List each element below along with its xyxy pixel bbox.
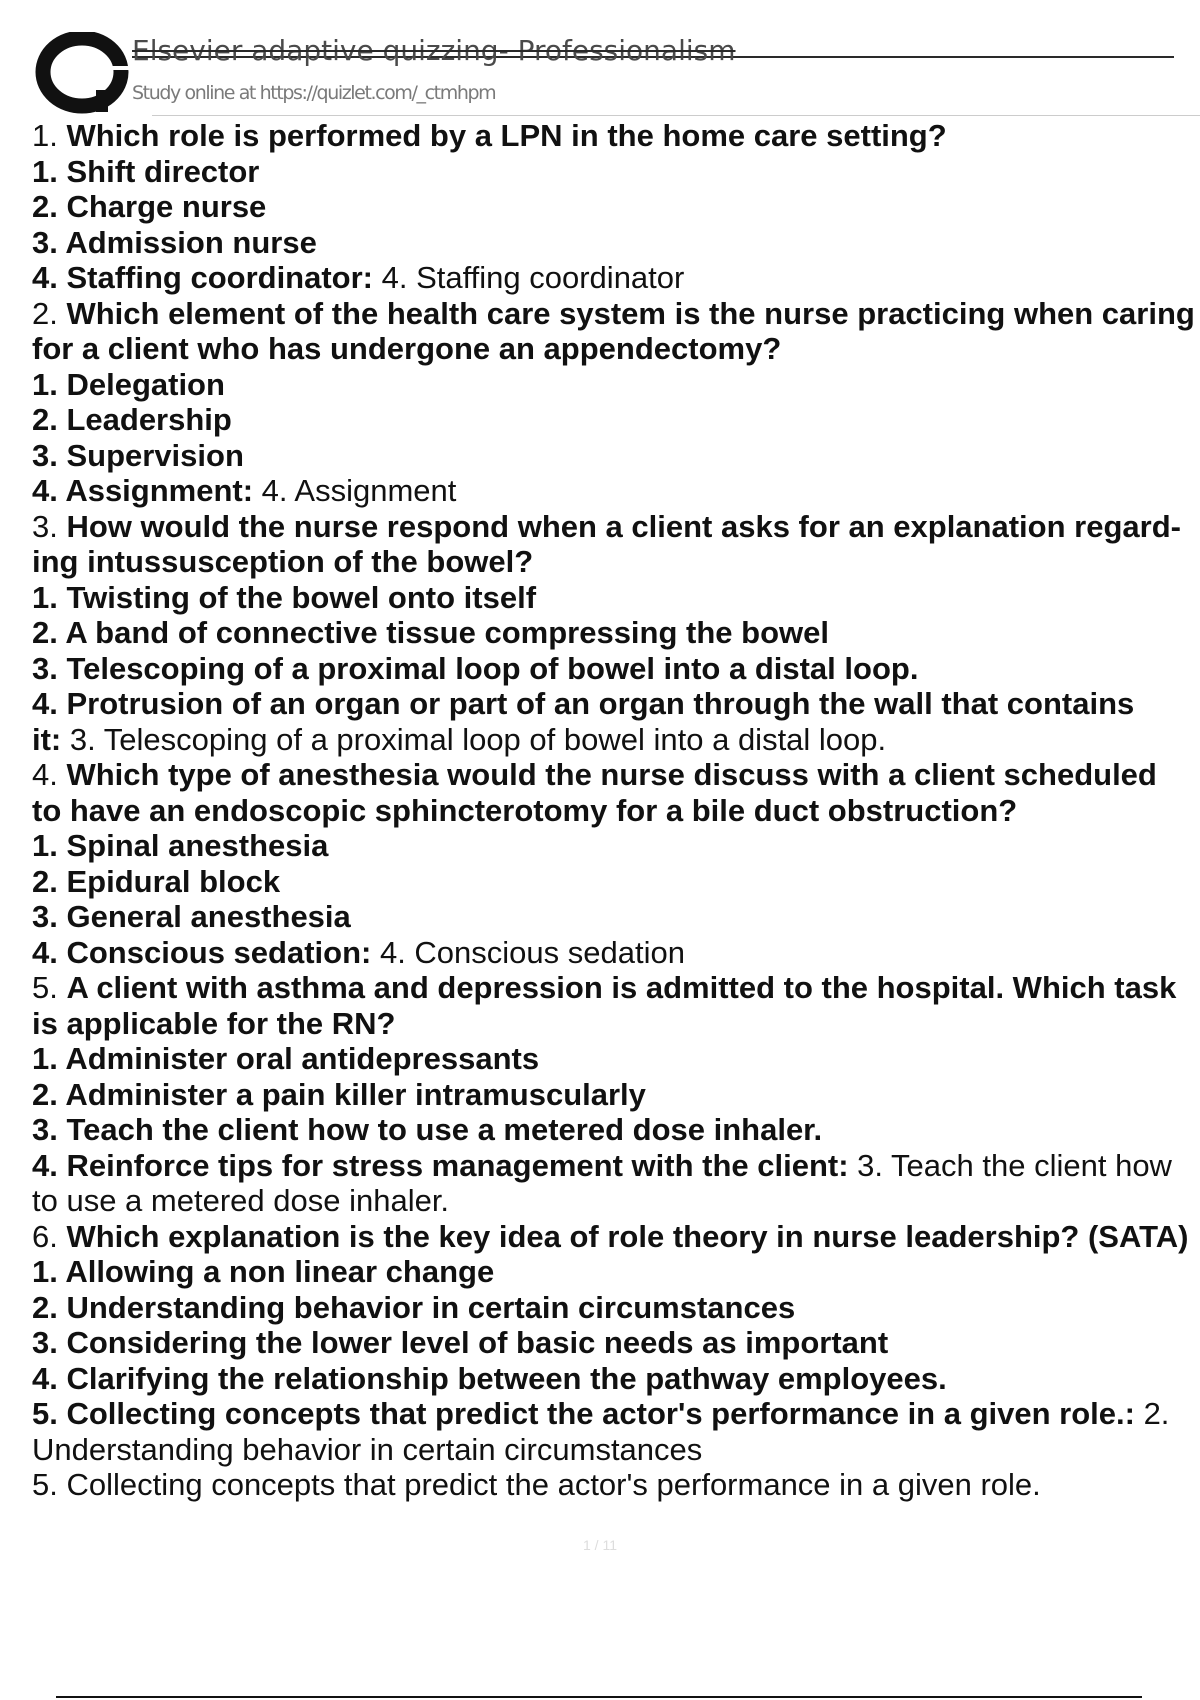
text-line [32,722,1200,758]
regular-text: 5. Collecting concepts that predict the actor's performance in a given role. [32,1467,1041,1502]
bold-text: 1. Delegation [32,366,225,402]
text-line [32,864,1200,900]
text-line [32,615,1200,651]
bold-text: 2. Understanding behavior in certain circumstances [32,1289,796,1325]
bold-text: 1. Twisting of the bowel onto itself [32,579,537,615]
regular-text: 1. [32,118,67,153]
bold-text: 4. Reinforce tips for stress management with the client: [32,1147,849,1183]
bold-text: for a client who has undergone an appendectomy? [32,331,782,366]
text-line [32,828,1200,864]
text-line [32,757,1200,793]
header-divider [152,115,1200,116]
text-line [32,154,1200,190]
text-line [32,1112,1200,1148]
bold-text: 4. Staffing coordinator: [32,260,373,295]
text-line [32,1254,1200,1290]
regular-text: to use a metered dose inhaler. [32,1183,450,1218]
text-line [32,793,1200,829]
bold-text: Which element of the health care system is the nurse practicing when caring [66,295,1195,331]
regular-text: 5. [32,970,67,1005]
bold-text: Which type of anesthesia would the nurse discuss with a client scheduled [66,757,1157,792]
bold-text: How would the nurse respond when a client asks for an explanation regard- [66,508,1181,544]
regular-text: Understanding behavior in certain circumstances [32,1431,703,1467]
bold-text: Which explanation is the key idea of role theory in nurse leadership? (SATA) [66,1218,1189,1254]
bold-text: 2. Charge nurse [32,189,267,224]
bold-text: 4. Protrusion of an organ or part of an organ through the wall that contains [32,686,1135,721]
quiz-content [32,118,1200,1503]
bold-text: 4. Conscious sedation: [32,934,372,970]
text-line [32,438,1200,474]
regular-text: 3. [32,508,67,544]
regular-text: 4. Conscious sedation [371,934,685,970]
text-line [32,1148,1200,1184]
bold-text: ing intussusception of the bowel? [32,544,534,579]
regular-text: 4. Staffing coordinator [373,260,685,295]
bold-text: 2. A band of connective tissue compressing the bowel [32,615,829,650]
regular-text: 3. Telescoping of a proximal loop of bowel into a distal loop. [61,721,887,757]
text-line [32,296,1200,332]
bold-text: to have an endoscopic sphincterotomy for a bile duct obstruction? [32,792,1018,828]
bold-text: 4. Assignment: [32,473,254,508]
text-line [32,1290,1200,1326]
regular-text: 3. Teach the client how [848,1147,1172,1183]
text-line [32,473,1200,509]
text-line [32,1325,1200,1361]
text-line [32,1432,1200,1468]
text-line [32,402,1200,438]
bold-text: 3. Supervision [32,437,244,473]
text-line [32,118,1200,154]
quizlet-logo-icon [32,32,142,114]
text-line [32,1183,1200,1219]
text-line [32,544,1200,580]
document-title: Elsevier adaptive quizzing- Professionalism [132,34,736,67]
bold-text: Which role is performed by a LPN in the home care setting? [66,118,947,153]
bold-text: 3. Telescoping of a proximal loop of bowel into a distal loop. [32,650,919,686]
text-line [32,1396,1200,1432]
bold-text: it: [32,721,62,757]
bold-text: 3. General anesthesia [32,899,351,934]
text-line [32,260,1200,296]
bold-text: A client with asthma and depression is admitted to the hospital. Which task [66,970,1177,1005]
text-line [32,580,1200,616]
bold-text: 2. Leadership [32,402,232,437]
regular-text: 2. [32,295,67,331]
regular-text: 6. [32,1218,67,1254]
bold-text: 1. Administer oral antidepressants [32,1041,540,1076]
regular-text: 4. Assignment [253,473,457,508]
text-line [32,970,1200,1006]
regular-text: 2. [1134,1396,1170,1431]
text-line [32,509,1200,545]
text-line [32,225,1200,261]
text-line [32,331,1200,367]
bold-text: is applicable for the RN? [32,1005,396,1041]
page-number: 1 / 11 [583,1537,617,1553]
text-line [32,899,1200,935]
bold-text: 3. Teach the client how to use a metered dose inhaler. [32,1112,823,1147]
bold-text: 3. Considering the lower level of basic needs as important [32,1325,889,1360]
text-line [32,1041,1200,1077]
text-line [32,367,1200,403]
text-line [32,1077,1200,1113]
bold-text: 2. Epidural block [32,863,281,899]
text-line [32,1467,1200,1503]
text-line [32,651,1200,687]
text-line [32,1361,1200,1397]
text-line [32,189,1200,225]
footer-divider [56,1696,1142,1698]
bold-text: 5. Collecting concepts that predict the actor's performance in a given role.: [32,1396,1135,1431]
regular-text: 4. [32,757,67,792]
text-line [32,1006,1200,1042]
bold-text: 1. Shift director [32,153,260,189]
bold-text: 3. Admission nurse [32,224,317,260]
text-line [32,935,1200,971]
text-line [32,686,1200,722]
bold-text: 1. Allowing a non linear change [32,1254,495,1289]
bold-text: 1. Spinal anesthesia [32,828,329,863]
bold-text: 4. Clarifying the relationship between the pathway employees. [32,1360,947,1396]
document-subtitle: Study online at https://quizlet.com/_ctmhpm [132,82,496,104]
bold-text: 2. Administer a pain killer intramuscularly [32,1076,646,1112]
text-line [32,1219,1200,1255]
document-header [32,30,1142,114]
